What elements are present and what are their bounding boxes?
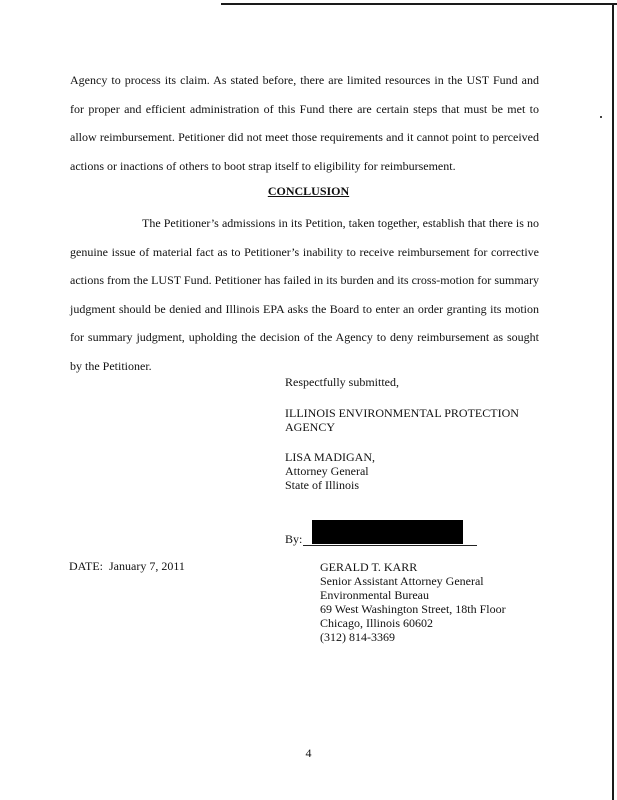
- redacted-signature: [312, 520, 463, 544]
- signatory-title: Senior Assistant Attorney General: [320, 574, 484, 588]
- scan-speck: [600, 116, 602, 118]
- body-paragraph-1: Agency to process its claim. As stated before, there are limited resources in the UST Fund and for proper and efficient administration of this Fund there are certain steps that must be met to allow reimbursement. Petitioner did not meet those requirements and it cannot point to perceived actions or inactions of others to boot strap itself to eligibility for reimbursement.: [70, 73, 539, 173]
- signatory-city: Chicago, Illinois 60602: [320, 616, 433, 630]
- right-border-line: [612, 3, 614, 800]
- conclusion-heading: CONCLUSION: [267, 184, 350, 198]
- valediction: Respectfully submitted,: [285, 375, 399, 389]
- signature-underline: [303, 545, 477, 546]
- agency-line-2: AGENCY: [285, 420, 335, 434]
- attorney-general-title: Attorney General: [285, 464, 369, 478]
- signatory-block: [320, 560, 506, 644]
- signatory-name: GERALD T. KARR: [320, 560, 418, 574]
- top-border-line: [221, 3, 617, 5]
- agency-name-block: [285, 406, 519, 434]
- date-label: DATE:: [69, 559, 103, 573]
- signatory-bureau: Environmental Bureau: [320, 588, 429, 602]
- by-label: By:: [285, 532, 303, 546]
- signature-line: [285, 522, 485, 546]
- attorney-general-name: LISA MADIGAN,: [285, 450, 375, 464]
- page-number: 4: [305, 746, 312, 760]
- body-paragraph-2: The Petitioner’s admissions in its Petition, taken together, establish that there is no genuine issue of material fact as to Petitioner’s inability to receive reimbursement for corrective actions from the LUST Fund. Petitioner has failed in its burden and its cross-motion for summary judgment should be denied and Illinois EPA asks the Board to enter an order granting its motion for summary judgment, upholding the decision of the Agency to deny reimbursement as sought by the Petitioner.: [70, 216, 539, 373]
- date-value: January 7, 2011: [109, 559, 185, 573]
- attorney-general-block: [285, 450, 375, 492]
- signatory-address: 69 West Washington Street, 18th Floor: [320, 602, 506, 616]
- attorney-general-state: State of Illinois: [285, 478, 359, 492]
- date-line: [69, 559, 185, 574]
- agency-line-1: ILLINOIS ENVIRONMENTAL PROTECTION: [285, 406, 519, 420]
- signatory-phone: (312) 814-3369: [320, 630, 395, 644]
